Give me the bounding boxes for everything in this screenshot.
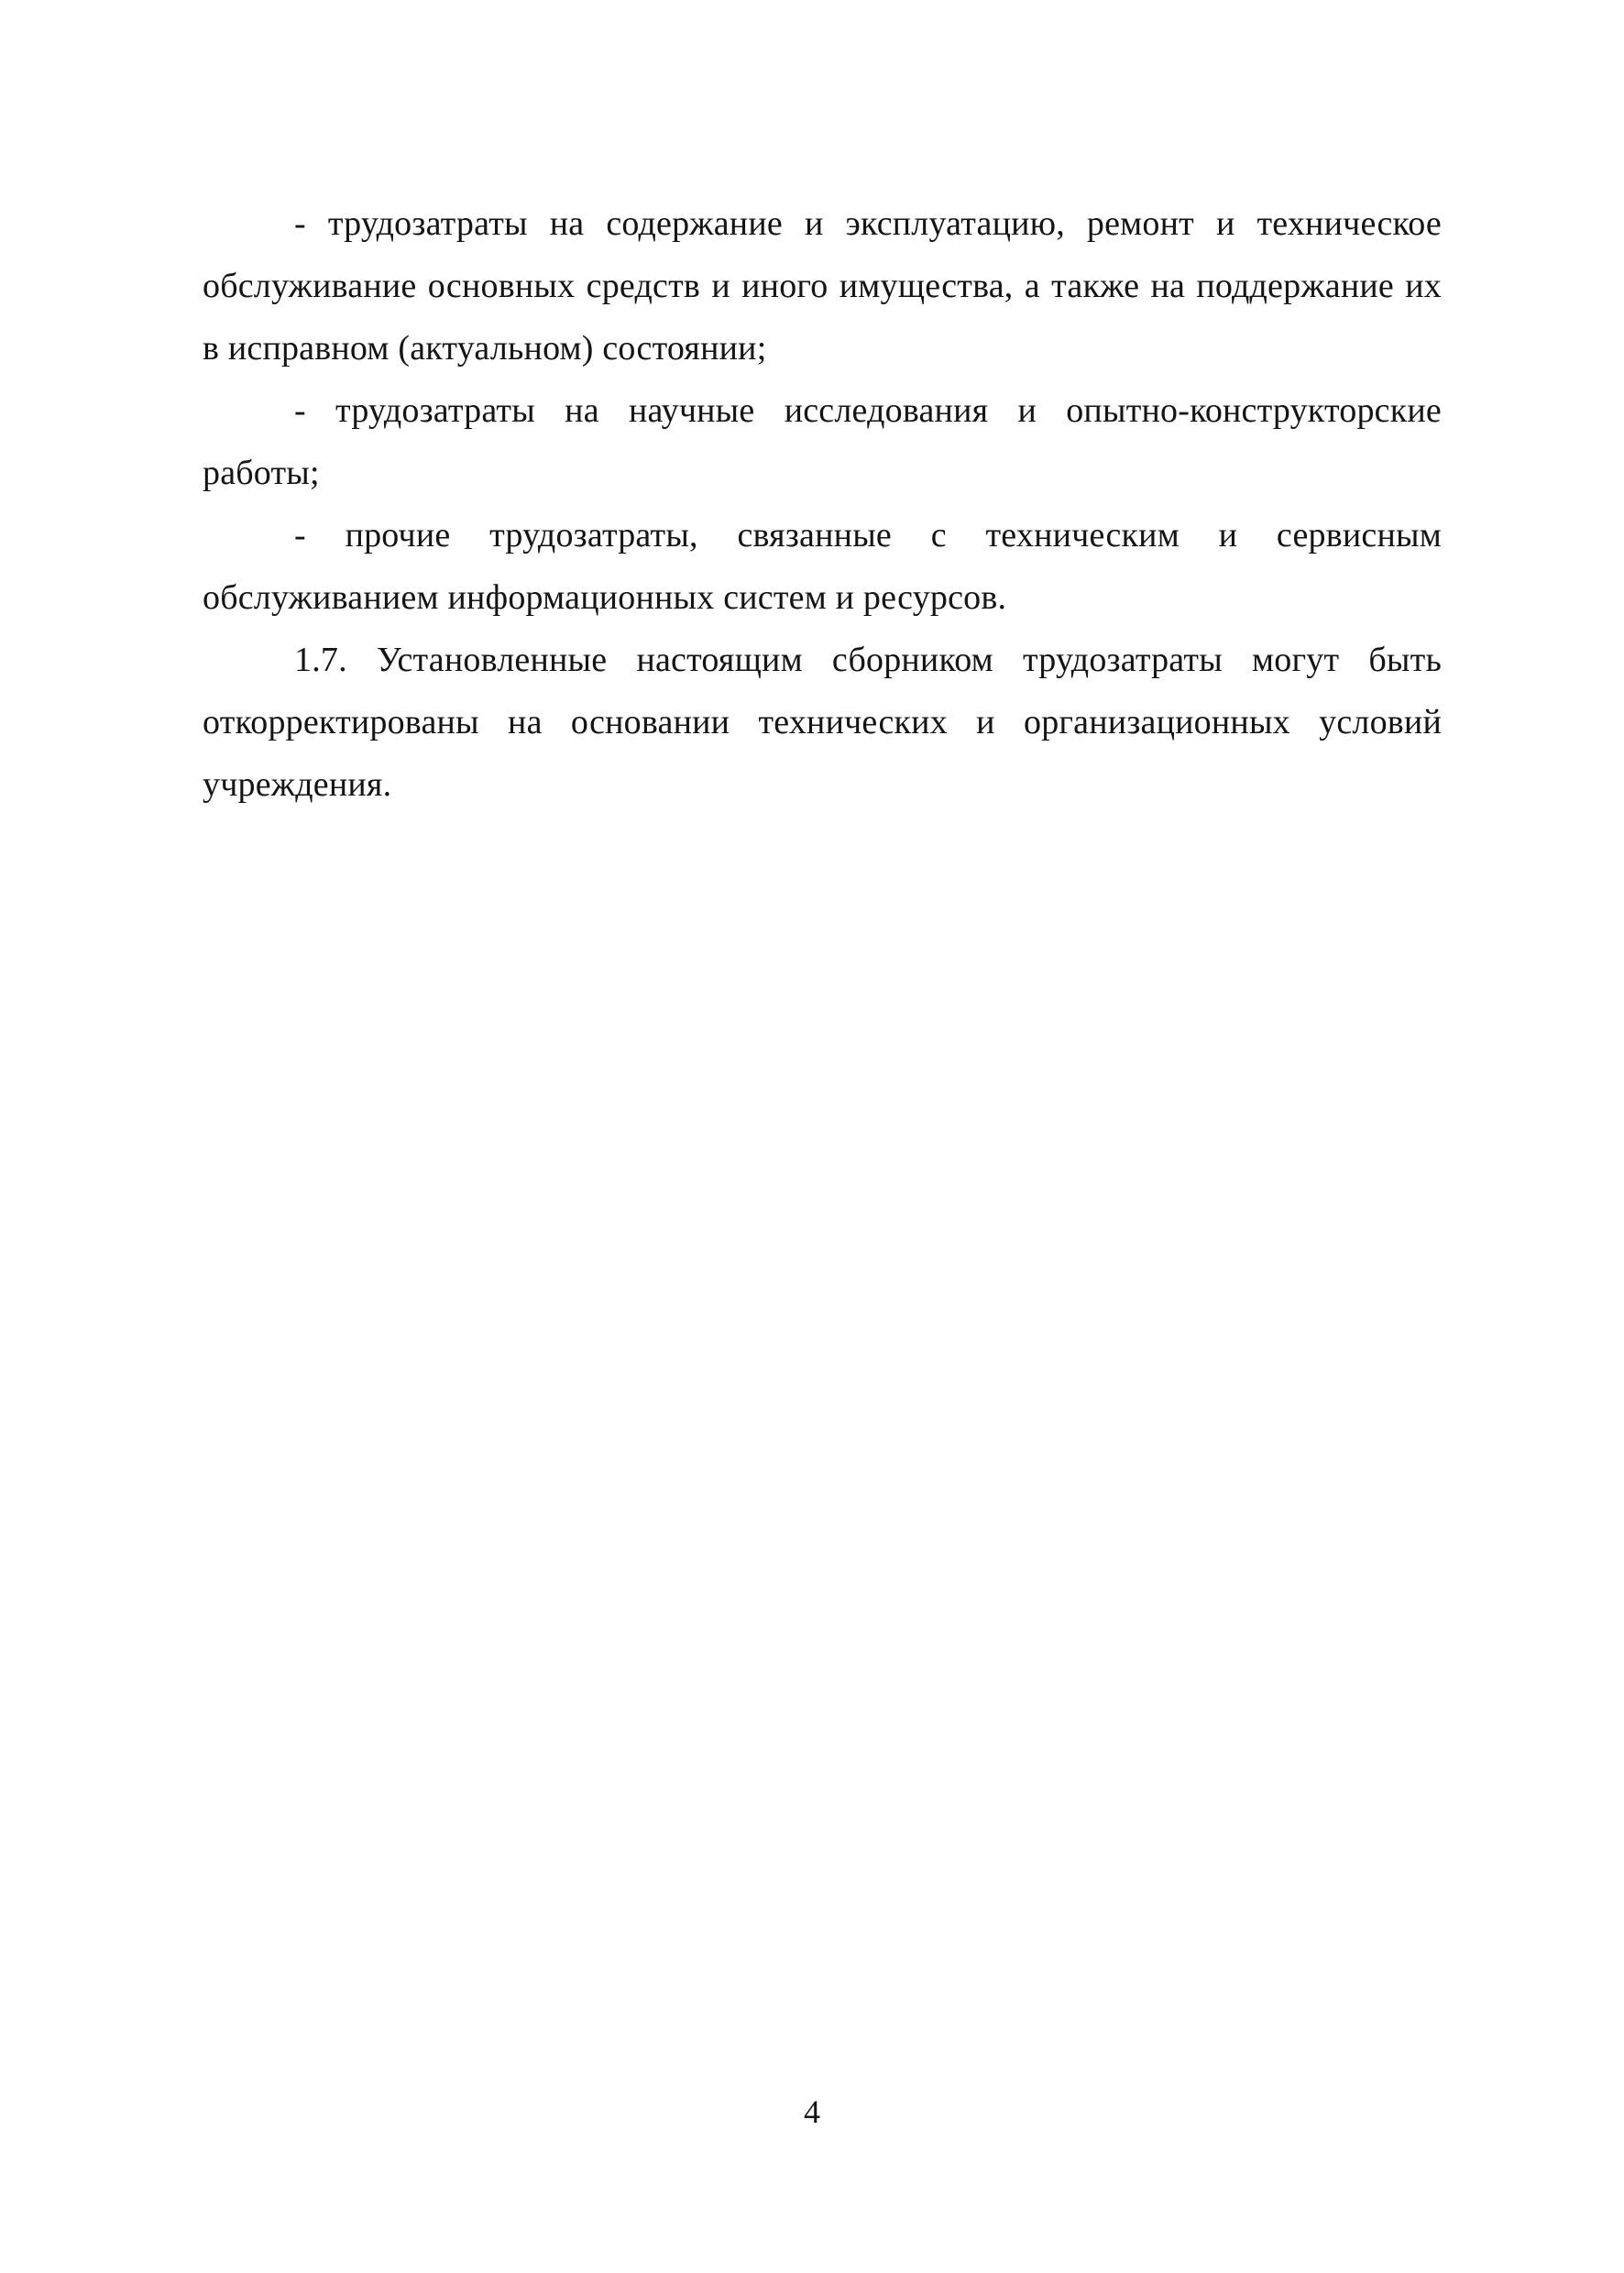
page-number: 4 bbox=[804, 2093, 820, 2130]
document-body bbox=[203, 192, 1442, 816]
list-item-other-labor: - прочие трудозатраты, связанные с техническим и сервисным обслуживанием информационных систем и ресурсов. bbox=[203, 516, 1442, 617]
list-item-research-labor: - трудозатраты на научные исследования и опытно-конструкторские работы; bbox=[203, 391, 1442, 492]
list-item-maintenance-labor: - трудозатраты на содержание и эксплуатацию, ремонт и техническое обслуживание основных средств и иного имущества, а также на поддержание их в исправном (актуальном) состоянии; bbox=[203, 204, 1442, 368]
clause-1-7: 1.7. Установленные настоящим сборником трудозатраты могут быть откорректированы на основании технических и организационных условий учреждения. bbox=[203, 641, 1442, 804]
